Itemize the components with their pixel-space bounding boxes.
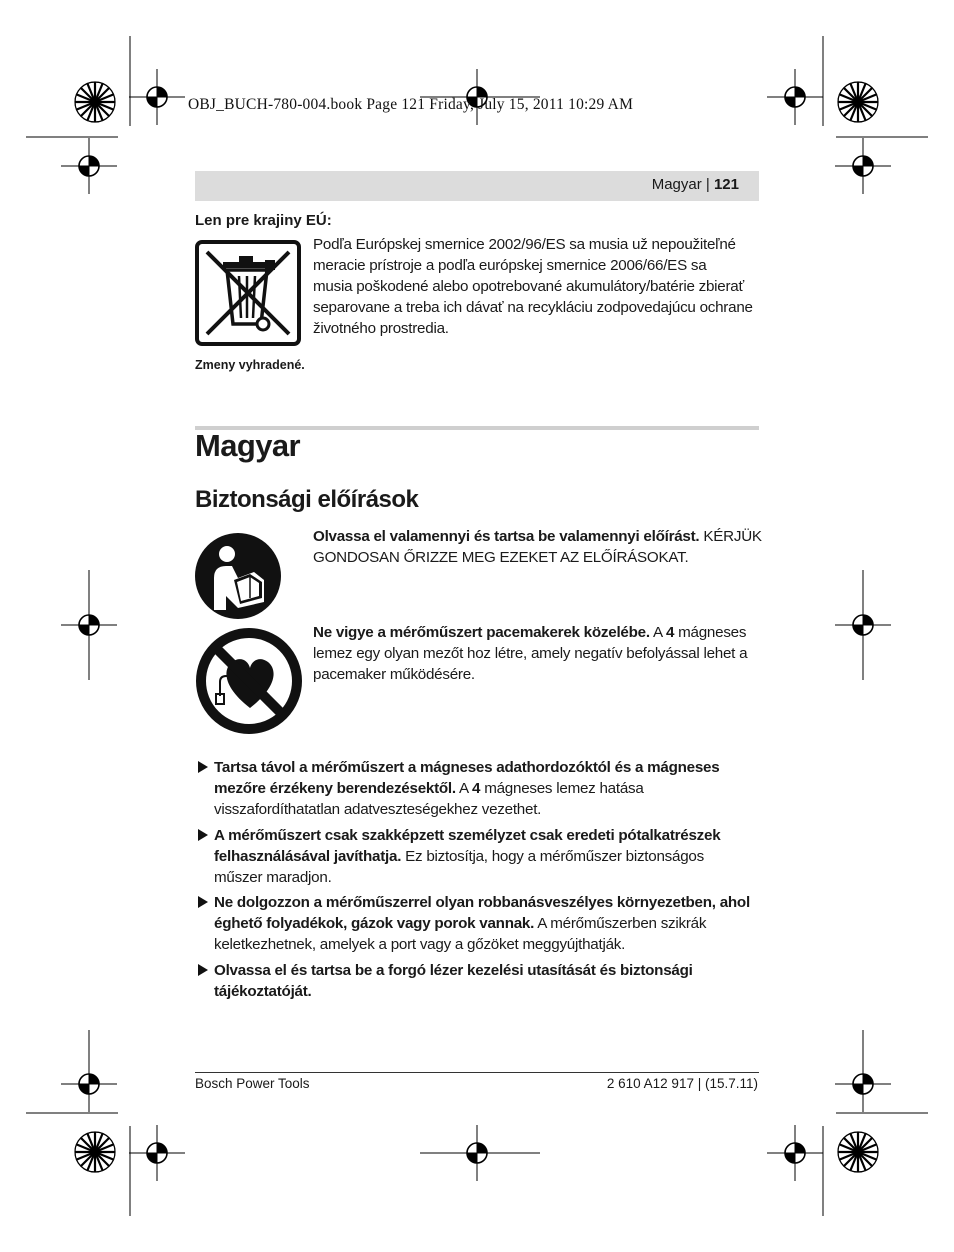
changes-note: Zmeny vyhradené.: [195, 358, 305, 372]
section-subtitle: Biztonsági előírások: [195, 486, 419, 513]
eu-line: meracie prístroje a podľa európskej smernice 2006/66/ES sa: [313, 257, 707, 274]
pacemaker-line1: [313, 622, 763, 643]
page-number: 121: [713, 176, 739, 193]
pacemaker-rest: mágneses: [674, 624, 747, 641]
bullet-bold: Ne dolgozzon a mérőműszerrel olyan robbanásveszélyes környezetben, ahol: [214, 894, 750, 911]
pacemaker-a: A: [649, 624, 666, 641]
safety-read-rest: KÉRJÜK: [699, 528, 762, 545]
bullet-text: A mérőműszerben szikrák: [534, 915, 707, 932]
eu-line: životného prostredia.: [313, 320, 449, 337]
eu-line: musia poškodené alebo opotrebované akumulátory/batérie zbierať: [313, 278, 744, 295]
footer-brand: Bosch Power Tools: [195, 1076, 310, 1091]
book-file-header: OBJ_BUCH-780-004.book Page 121 Friday, July 15, 2011 10:29 AM: [188, 96, 634, 113]
bullet-text: visszafordíthatatlan adatveszteségekhez vezethet.: [214, 801, 542, 818]
triangle-bullet-icon: [198, 964, 208, 976]
bullet-bold: Olvassa el és tartsa be a forgó lézer kezelési utasítását és biztonsági: [214, 962, 693, 979]
pacemaker-num: 4: [665, 624, 675, 641]
bullet-bold: A mérőműszert csak szakképzett személyzet csak eredeti pótalkatrészek: [214, 827, 721, 844]
eu-paragraph: [313, 234, 763, 339]
footer-doc-number: 2 610 A12 917 | (15.7.11): [606, 1076, 758, 1091]
triangle-bullet-icon: [198, 896, 208, 908]
bullet-bold: éghető folyadékok, gázok vagy porok vannak.: [214, 915, 535, 932]
bullet-text: műszer maradjon.: [214, 869, 332, 886]
pacemaker-line3: pacemaker működésére.: [313, 666, 475, 683]
bullet-bold: mezőre érzékeny berendezésektől.: [214, 780, 456, 797]
pacemaker-bold: Ne vigye a mérőműszert pacemakerek közelébe.: [313, 624, 650, 641]
bullet-text: Ez biztosítja, hogy a mérőműszer biztonságos: [401, 848, 704, 865]
triangle-bullet-icon: [198, 829, 208, 841]
safety-read-line2: GONDOSAN ŐRIZZE MEG EZEKET AZ ELŐÍRÁSOKAT.: [313, 549, 689, 566]
eu-heading: Len pre krajiny EÚ:: [195, 212, 332, 229]
bullet-bold: felhasználásával javíthatja.: [214, 848, 402, 865]
no-pacemaker-icon: [194, 626, 304, 736]
triangle-bullet-icon: [198, 761, 208, 773]
header-separator: |: [701, 176, 714, 193]
bullet-text: keletkezhetnek, amelyek a port vagy a gőzöket meggyújthatják.: [214, 936, 626, 953]
bullet-text: mágneses lemez hatása: [480, 780, 644, 797]
footer-divider: [195, 1072, 759, 1073]
read-manual-icon: [194, 532, 282, 620]
eu-line: Podľa Európskej smernice 2002/96/ES sa musia už nepoužiteľné: [313, 236, 736, 253]
safety-read-line: [313, 526, 763, 547]
pacemaker-line2: lemez egy olyan mezőt hoz létre, amely negatív befolyással lehet a: [313, 645, 748, 662]
page-header-band: [195, 171, 759, 201]
bullet-bold: Tartsa távol a mérőműszert a mágneses adathordozóktól és a mágneses: [214, 759, 720, 776]
page-title: Magyar: [195, 428, 300, 463]
safety-read-text: [313, 526, 763, 568]
safety-pacemaker-text: [313, 622, 763, 685]
crossed-out-wheelie-bin-icon: [195, 240, 301, 346]
page-header-label: [652, 176, 739, 193]
bullet-bold: tájékoztatóját.: [214, 983, 312, 1000]
bullet-text: A: [455, 780, 473, 797]
safety-read-bold: Olvassa el valamennyi és tartsa be valamennyi előírást.: [313, 528, 700, 545]
bullet-num: 4: [472, 780, 481, 797]
eu-line: separovane a treba ich dávať na recykláciu zodpovedajúcu ochrane: [313, 299, 753, 316]
header-language: Magyar: [651, 176, 702, 193]
